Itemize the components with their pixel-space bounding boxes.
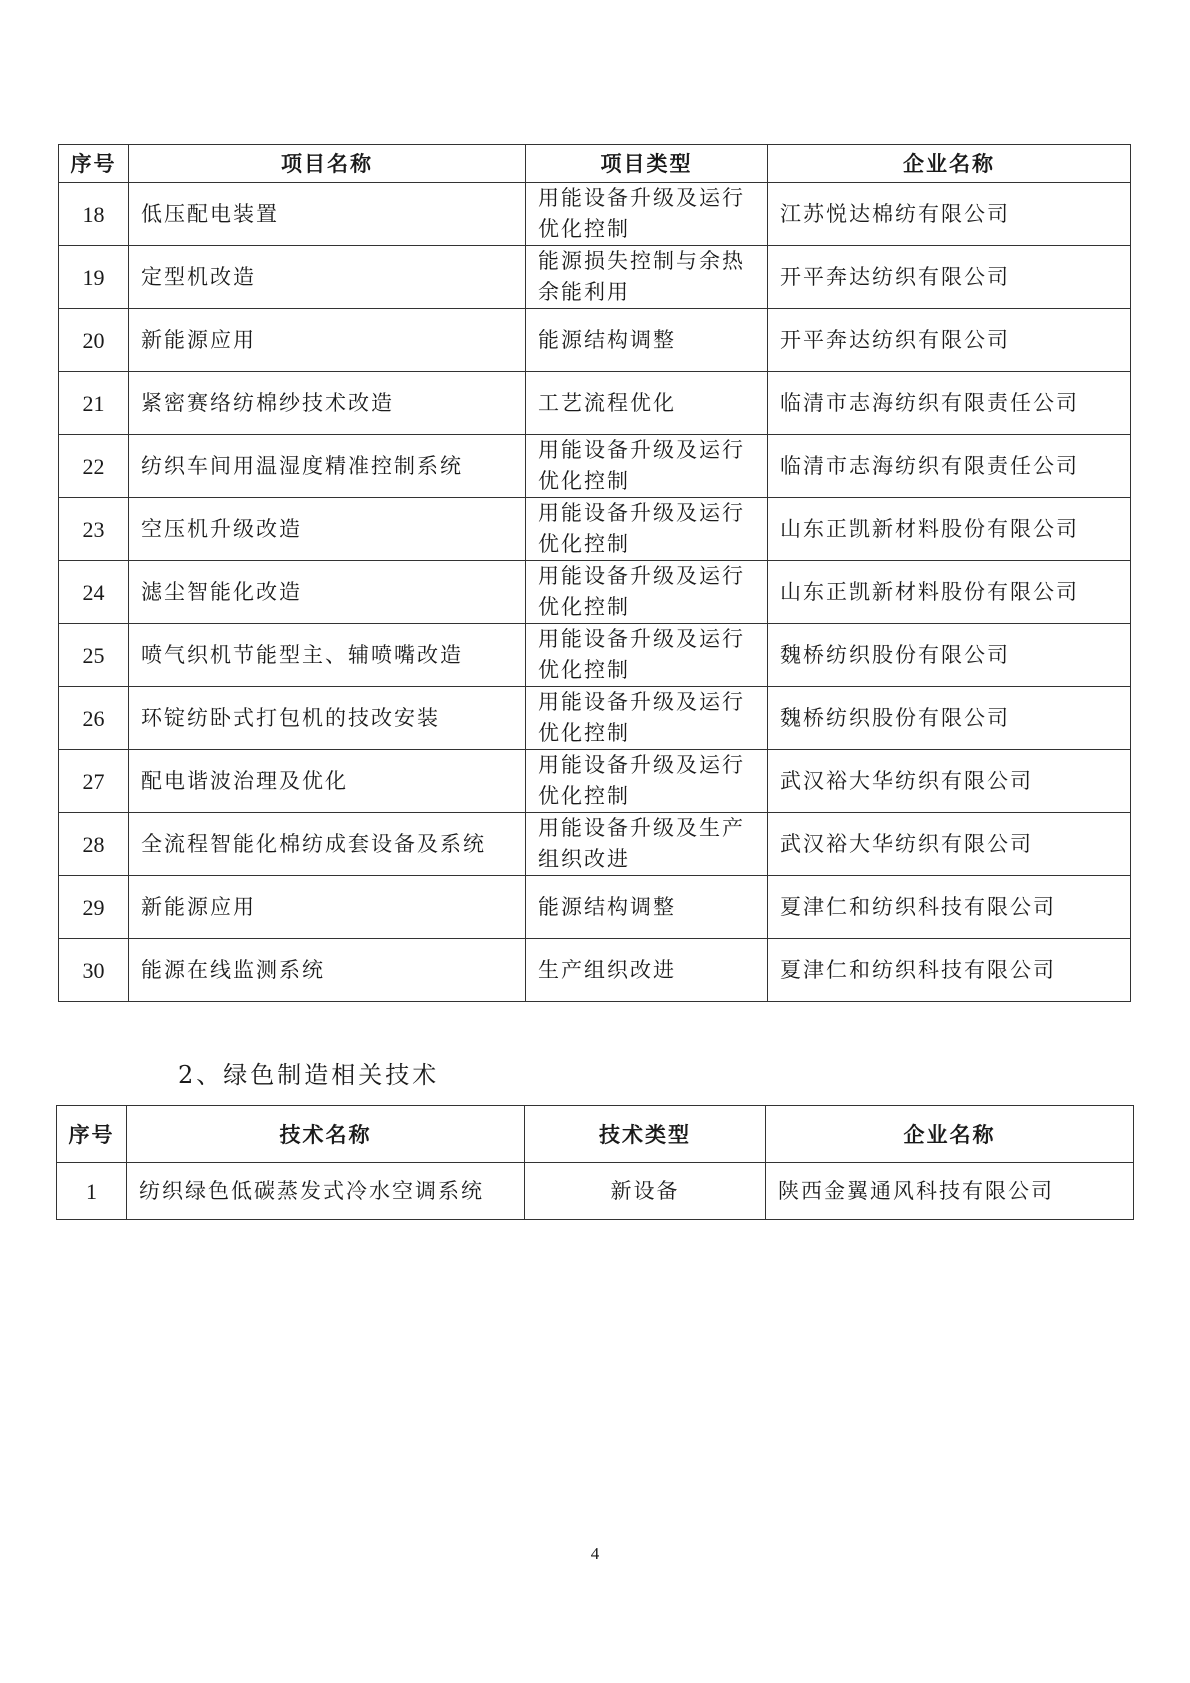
row-serial-cell: 24 — [59, 561, 129, 624]
row-company-cell: 魏桥纺织股份有限公司 — [768, 624, 1131, 687]
row-company-cell: 山东正凯新材料股份有限公司 — [768, 561, 1131, 624]
row-name-cell: 能源在线监测系统 — [129, 939, 526, 1002]
table-row — [59, 183, 1131, 246]
header-project-type: 项目类型 — [526, 145, 768, 183]
row-name-cell: 滤尘智能化改造 — [129, 561, 526, 624]
header-technology-type: 技术类型 — [525, 1106, 766, 1163]
row-type-cell: 生产组织改进 — [526, 939, 768, 1002]
row-type-cell: 能源结构调整 — [526, 309, 768, 372]
row-name-cell: 低压配电装置 — [129, 183, 526, 246]
row-company-cell: 江苏悦达棉纺有限公司 — [768, 183, 1131, 246]
row-company-cell: 临清市志海纺织有限责任公司 — [768, 435, 1131, 498]
table-row — [59, 876, 1131, 939]
header-serial: 序号 — [57, 1106, 127, 1163]
row-company-cell: 武汉裕大华纺织有限公司 — [768, 813, 1131, 876]
table-header-row — [57, 1106, 1134, 1163]
row-serial-cell: 30 — [59, 939, 129, 1002]
table-row — [59, 246, 1131, 309]
page-number: 4 — [590, 1544, 600, 1563]
header-serial: 序号 — [59, 145, 129, 183]
row-company-cell: 武汉裕大华纺织有限公司 — [768, 750, 1131, 813]
row-name-cell: 纺织绿色低碳蒸发式冷水空调系统 — [127, 1163, 525, 1220]
row-name-cell: 新能源应用 — [129, 309, 526, 372]
row-type-cell: 用能设备升级及运行优化控制 — [526, 561, 768, 624]
table-row — [59, 813, 1131, 876]
row-name-cell: 紧密赛络纺棉纱技术改造 — [129, 372, 526, 435]
table-row — [59, 939, 1131, 1002]
row-name-cell: 定型机改造 — [129, 246, 526, 309]
row-name-cell: 配电谐波治理及优化 — [129, 750, 526, 813]
row-company-cell: 魏桥纺织股份有限公司 — [768, 687, 1131, 750]
row-serial-cell: 1 — [57, 1163, 127, 1220]
header-technology-name: 技术名称 — [127, 1106, 525, 1163]
row-serial-cell: 29 — [59, 876, 129, 939]
header-company-name: 企业名称 — [766, 1106, 1134, 1163]
row-company-cell: 开平奔达纺织有限公司 — [768, 309, 1131, 372]
row-serial-cell: 28 — [59, 813, 129, 876]
table-row — [57, 1163, 1134, 1220]
row-serial-cell: 18 — [59, 183, 129, 246]
row-name-cell: 环锭纺卧式打包机的技改安装 — [129, 687, 526, 750]
row-company-cell: 夏津仁和纺织科技有限公司 — [768, 876, 1131, 939]
row-serial-cell: 20 — [59, 309, 129, 372]
row-type-cell: 新设备 — [525, 1163, 766, 1220]
table-row — [59, 435, 1131, 498]
row-type-cell: 用能设备升级及运行优化控制 — [526, 750, 768, 813]
row-company-cell: 陕西金翼通风科技有限公司 — [766, 1163, 1134, 1220]
row-type-cell: 用能设备升级及生产组织改进 — [526, 813, 768, 876]
project-table — [58, 144, 1131, 1002]
row-type-cell: 用能设备升级及运行优化控制 — [526, 183, 768, 246]
row-company-cell: 开平奔达纺织有限公司 — [768, 246, 1131, 309]
table-row — [59, 372, 1131, 435]
row-name-cell: 空压机升级改造 — [129, 498, 526, 561]
row-serial-cell: 19 — [59, 246, 129, 309]
section-heading: 2、绿色制造相关技术 — [178, 1061, 440, 1089]
row-type-cell: 用能设备升级及运行优化控制 — [526, 435, 768, 498]
row-serial-cell: 26 — [59, 687, 129, 750]
row-type-cell: 工艺流程优化 — [526, 372, 768, 435]
row-type-cell: 用能设备升级及运行优化控制 — [526, 498, 768, 561]
row-type-cell: 能源损失控制与余热余能利用 — [526, 246, 768, 309]
row-name-cell: 纺织车间用温湿度精准控制系统 — [129, 435, 526, 498]
table-header-row — [59, 145, 1131, 183]
row-serial-cell: 21 — [59, 372, 129, 435]
row-name-cell: 喷气织机节能型主、辅喷嘴改造 — [129, 624, 526, 687]
table-row — [59, 561, 1131, 624]
table-row — [59, 750, 1131, 813]
row-name-cell: 全流程智能化棉纺成套设备及系统 — [129, 813, 526, 876]
row-serial-cell: 23 — [59, 498, 129, 561]
row-serial-cell: 22 — [59, 435, 129, 498]
table-row — [59, 309, 1131, 372]
technology-table — [56, 1105, 1134, 1220]
row-name-cell: 新能源应用 — [129, 876, 526, 939]
table-row — [59, 498, 1131, 561]
row-serial-cell: 25 — [59, 624, 129, 687]
table-row — [59, 624, 1131, 687]
row-company-cell: 临清市志海纺织有限责任公司 — [768, 372, 1131, 435]
row-type-cell: 能源结构调整 — [526, 876, 768, 939]
row-serial-cell: 27 — [59, 750, 129, 813]
row-company-cell: 夏津仁和纺织科技有限公司 — [768, 939, 1131, 1002]
row-type-cell: 用能设备升级及运行优化控制 — [526, 624, 768, 687]
header-company-name: 企业名称 — [768, 145, 1131, 183]
row-company-cell: 山东正凯新材料股份有限公司 — [768, 498, 1131, 561]
table-row — [59, 687, 1131, 750]
header-project-name: 项目名称 — [129, 145, 526, 183]
row-type-cell: 用能设备升级及运行优化控制 — [526, 687, 768, 750]
